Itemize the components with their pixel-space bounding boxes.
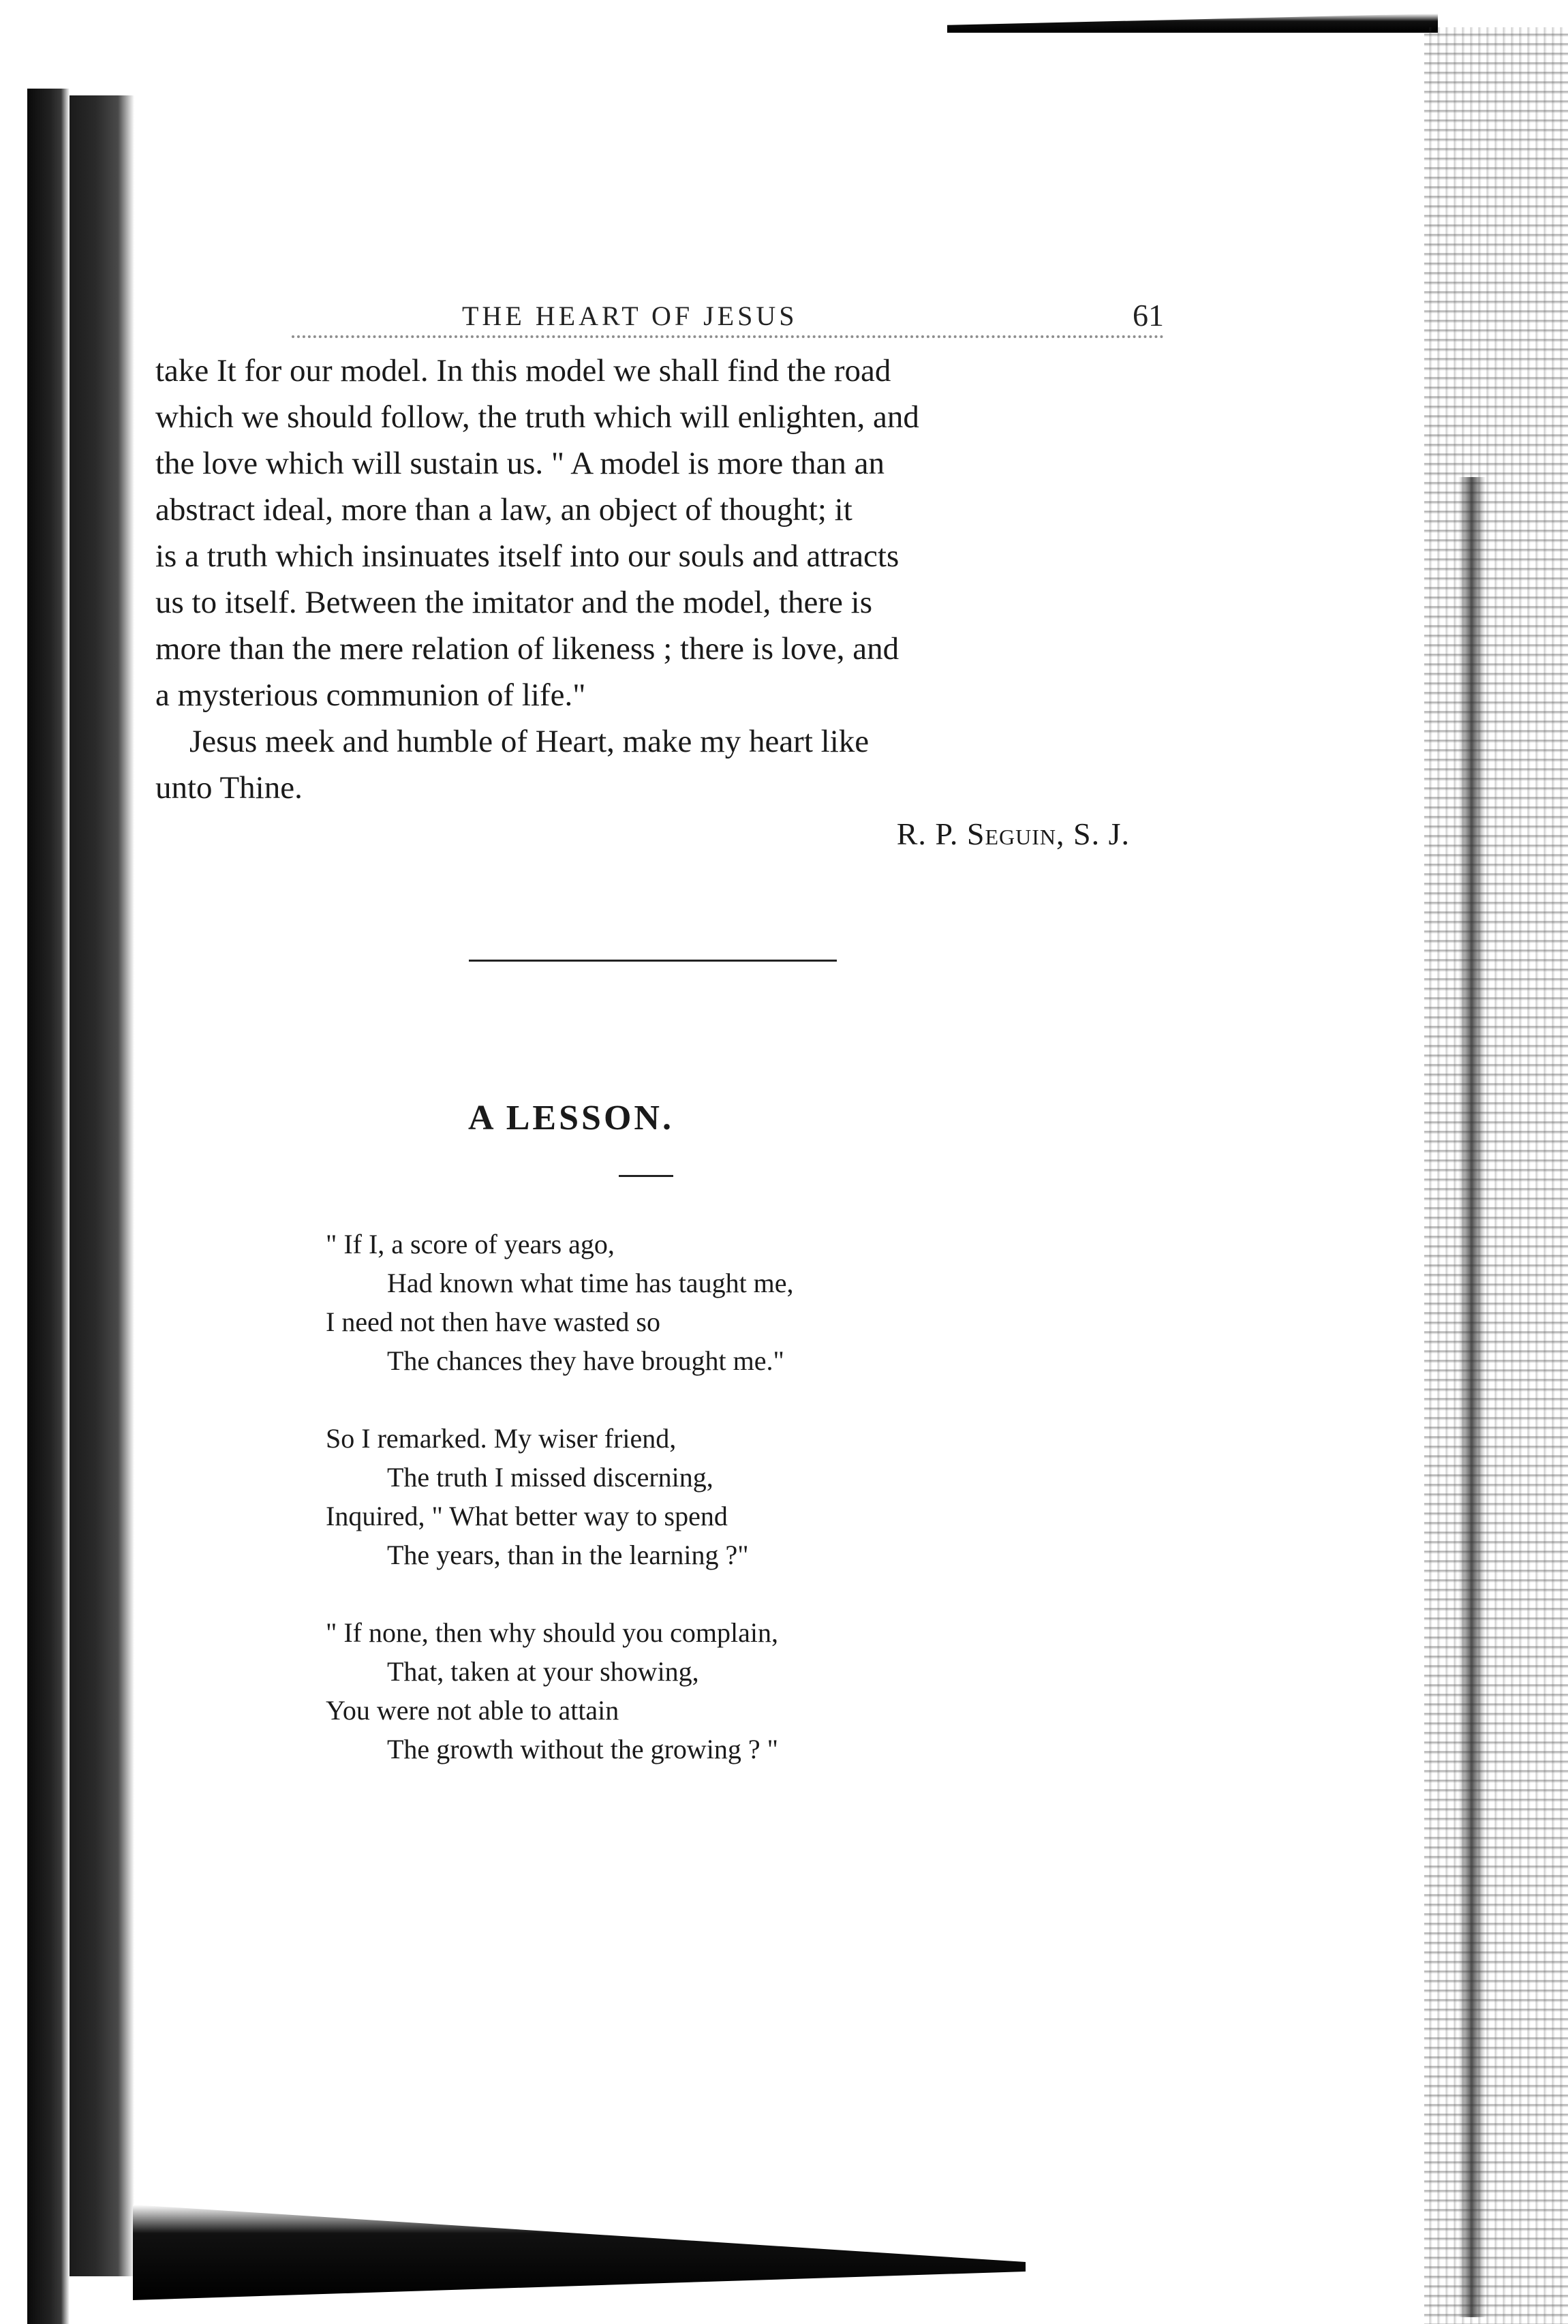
text-line: more than the mere relation of likeness ; there is love, and	[155, 631, 900, 667]
text-line: unto Thine.	[155, 770, 303, 806]
verse-line: The truth I missed discerning,	[387, 1462, 713, 1493]
stanza	[326, 1419, 1164, 1574]
section-divider	[469, 960, 837, 962]
verse-line: The chances they have brought me."	[387, 1345, 784, 1376]
paragraph	[155, 348, 1164, 718]
page-number: 61	[1133, 298, 1164, 333]
verse-line: Had known what time has taught me,	[387, 1268, 794, 1298]
text-line: us to itself. Between the imitator and the model, there is	[155, 585, 873, 620]
prose-section	[155, 348, 1164, 857]
verse-line: I need not then have wasted so	[326, 1306, 660, 1337]
verse-line: Inquired, " What better way to spend	[326, 1501, 728, 1531]
text-line: a mysterious communion of life."	[155, 677, 586, 713]
scan-shadow-left	[27, 89, 70, 2324]
scan-shadow-bottom	[133, 2205, 1026, 2300]
verse-line: The growth without the growing ? "	[387, 1734, 779, 1764]
verse-line: So I remarked. My wiser friend,	[326, 1423, 677, 1454]
scan-shadow-top	[947, 14, 1438, 33]
running-title: THE HEART OF JESUS	[462, 301, 798, 331]
verse-line: That, taken at your showing,	[387, 1656, 699, 1687]
attribution: R. P. Seguin, S. J.	[896, 816, 1130, 851]
paragraph-continuation	[155, 765, 1164, 811]
verse-line: The years, than in the learning ?"	[387, 1540, 749, 1570]
poem	[326, 1225, 1164, 1769]
scan-noise-right	[1424, 27, 1568, 2324]
scan-shadow-left-inner	[70, 95, 134, 2276]
verse-line: " If I, a score of years ago,	[326, 1229, 615, 1259]
stanza	[326, 1613, 1164, 1769]
paragraph	[155, 718, 1164, 765]
text-line: abstract ideal, more than a law, an object of thought; it	[155, 492, 852, 528]
text-line: the love which will sustain us. " A model is more than an	[155, 446, 885, 481]
header-dotted-rule	[292, 335, 1164, 338]
stanza	[326, 1225, 1164, 1380]
verse-line: You were not able to attain	[326, 1695, 619, 1726]
running-head	[155, 300, 1164, 348]
text-line: take It for our model. In this model we shall find the road	[155, 353, 891, 388]
verse-line: " If none, then why should you complain,	[326, 1617, 779, 1648]
title-underline	[619, 1175, 673, 1177]
section-title: A LESSON.	[468, 1099, 674, 1137]
text-line: which we should follow, the truth which will enlighten, and	[155, 399, 919, 435]
text-line: is a truth which insinuates itself into our souls and attracts	[155, 538, 900, 574]
text-line: Jesus meek and humble of Heart, make my heart like	[189, 724, 870, 759]
book-page	[155, 300, 1164, 1807]
scan-shadow-right	[1458, 477, 1486, 2317]
